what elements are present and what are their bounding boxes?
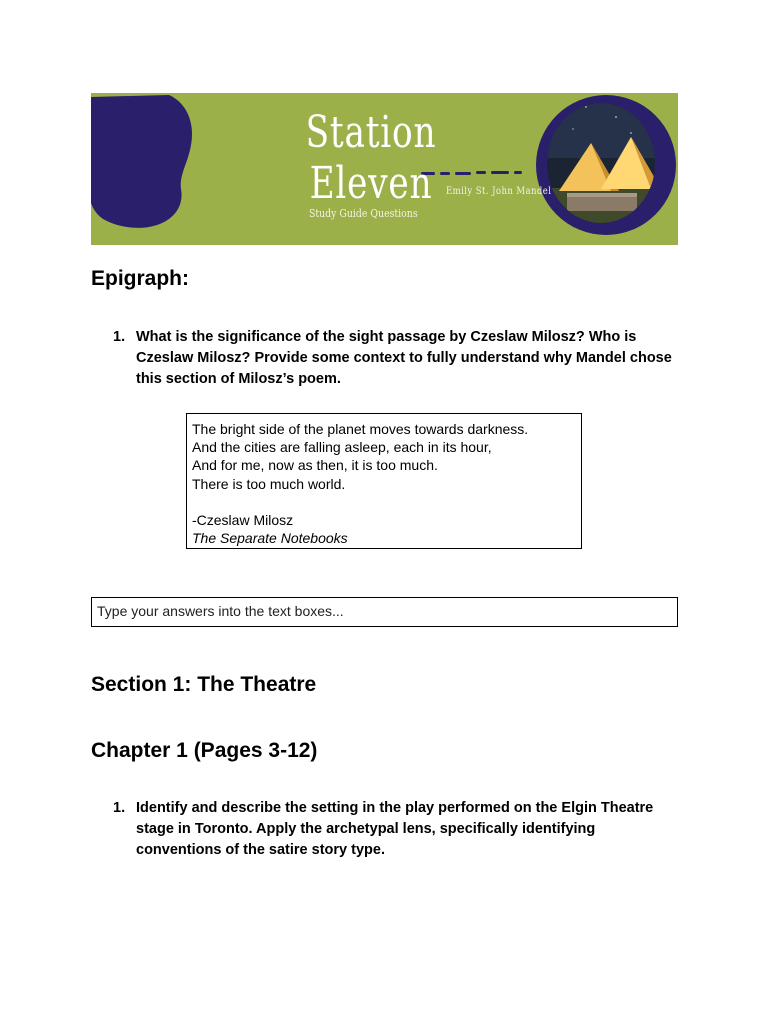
question-number: 1. <box>113 800 126 816</box>
header-banner <box>91 93 678 245</box>
banner-subtitle: Study Guide Questions <box>309 207 418 220</box>
epigraph-question <box>113 327 673 390</box>
question-text: What is the significance of the sight passage by Czeslaw Milosz? Who is Czeslaw Milosz? Provide some context to fully understand why Mandel chose this section of Milosz’s poem. <box>136 329 672 387</box>
quote-spacer <box>192 493 576 511</box>
question-text: Identify and describe the setting in the play performed on the Elgin Theatre stage in Toronto. Apply the archetypal lens, specifically identifying conventions of the satire story type. <box>136 800 654 858</box>
section-heading: Section 1: The Theatre <box>91 673 317 696</box>
chapter-heading: Chapter 1 (Pages 3-12) <box>91 739 318 762</box>
question-number: 1. <box>113 329 126 345</box>
answer-text-box[interactable]: Type your answers into the text boxes... <box>91 597 678 627</box>
chapter-question <box>113 798 673 861</box>
quote-book-title: The Separate Notebooks <box>192 530 348 547</box>
quote-line: And for me, now as then, it is too much. <box>192 457 438 474</box>
epigraph-quote-box <box>186 413 582 549</box>
quote-line: There is too much world. <box>192 475 346 492</box>
quote-line: And the cities are falling asleep, each in its hour, <box>192 439 492 456</box>
banner-title: Station Eleven <box>305 107 437 209</box>
tent-photo <box>536 95 676 238</box>
quote-line: The bright side of the planet moves towards darkness. <box>192 421 529 437</box>
epigraph-heading: Epigraph: <box>91 267 189 290</box>
quote-attribution: -Czeslaw Milosz <box>192 512 294 529</box>
left-paint-blob <box>91 95 192 228</box>
banner-author: Emily St. John Mandel <box>446 186 552 197</box>
